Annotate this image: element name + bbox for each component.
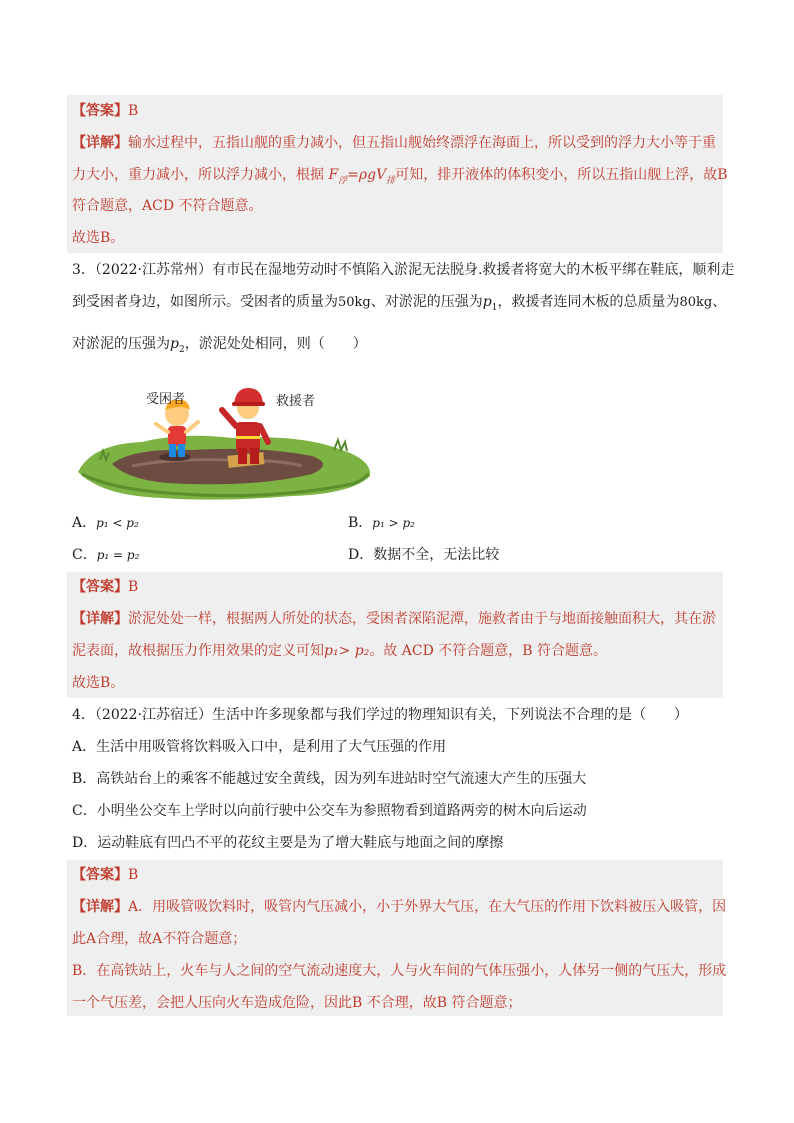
detail-line-8: B．在高铁站上，火车与人之间的空气流动速度大，人与火车间的气体压强小，人体另一侧的气压大，形成 xyxy=(72,963,727,979)
detail-line-9: 一个气压差，会把人压向火车造成危险，因此B 不合理，故B 符合题意； xyxy=(72,995,522,1011)
question-3-line-3: 对淤泥的压强为$p_2$，淤泥处处相同，则（ ） xyxy=(72,336,367,355)
detail-label: 【详解】 xyxy=(72,135,128,151)
detail-line-2 xyxy=(72,165,728,191)
detail-line-6: 【详解】A．用吸管吸饮料时，吸管内气压减小，小于外界大气压，在大气压的作用下饮料被压入吸管，因 xyxy=(72,899,727,915)
answer-line-3: 【答案】B xyxy=(72,867,139,883)
question-4-line-1: 4．（2022·江苏宿迁）生活中许多现象都与我们学过的物理知识有关，下列说法不合理的是（ ） xyxy=(72,707,688,723)
mud-scene-image xyxy=(72,362,376,502)
question-3-line-1: 3．（2022·江苏常州）有市民在湿地劳动时不慎陷入淤泥无法脱身.救援者将宽大的木板平绑在鞋底，顺利走 xyxy=(72,262,735,278)
detail-text: 输水过程中，五指山舰的重力减小，但五指山舰始终漂浮在海面上，所以受到的浮力大小等于重 xyxy=(128,135,716,151)
detail-line-7: 此A合理，故A不符合题意； xyxy=(72,931,247,947)
detail-line-4: 【详解】淤泥处处一样，根据两人所处的状态，受困者深陷泥潭，施救者由于与地面接触面积大，其在淤 xyxy=(72,611,716,627)
trapped-person-label: 受困者 xyxy=(146,392,186,407)
detail-line-1 xyxy=(72,133,716,153)
conclusion-line: 故选B。 xyxy=(72,230,125,246)
detail-line-5: 泥表面，故根据压力作用效果的定义可知p₁> p₂。故 ACD 不符合题意，B 符合题意。 xyxy=(72,643,608,659)
question-4-option-a: A．生活中用吸管将饮料吸入口中，是利用了大气压强的作用 xyxy=(72,739,447,755)
option-d: D．数据不全，无法比较 xyxy=(348,547,500,563)
detail-text: 力大小，重力减小，所以浮力减小，根据 xyxy=(72,167,324,183)
conclusion-line-2: 故选B。 xyxy=(72,675,125,691)
rescuer-label: 救援者 xyxy=(276,394,316,409)
question-3-line-2: 到受困者身边，如图所示。受困者的质量为50kg、对淤泥的压强为$p_1$，救援者连同木板的总质量为80kg、 xyxy=(72,294,727,313)
option-a: A．p₁ < p₂ xyxy=(72,515,139,531)
detail-line-3: 符合题意，ACD 不符合题意。 xyxy=(72,198,263,214)
question-4-option-b: B．高铁站台上的乘客不能越过安全黄线，因为列车进站时空气流速大产生的压强大 xyxy=(72,771,587,787)
question-4-option-d: D．运动鞋底有凹凸不平的花纹主要是为了增大鞋底与地面之间的摩擦 xyxy=(72,835,504,851)
buoyancy-formula: $F_浮=\rho gV_排$ xyxy=(328,167,396,186)
answer-line-1 xyxy=(72,101,138,121)
answer-line-2: 【答案】B xyxy=(72,579,139,595)
answer-block-2 xyxy=(67,572,723,698)
rescue-illustration xyxy=(72,362,376,502)
question-4-option-c: C．小明坐公交车上学时以向前行驶中公交车为参照物看到道路两旁的树木向后运动 xyxy=(72,803,587,819)
detail-text: 可知，排开液体的体积变小，所以五指山舰上浮，故B xyxy=(395,167,728,183)
option-b: B．p₁ > p₂ xyxy=(348,515,415,531)
answer-label: 【答案】 xyxy=(72,103,128,119)
option-c: C．p₁ = p₂ xyxy=(72,547,140,563)
answer-value: B xyxy=(128,103,139,119)
